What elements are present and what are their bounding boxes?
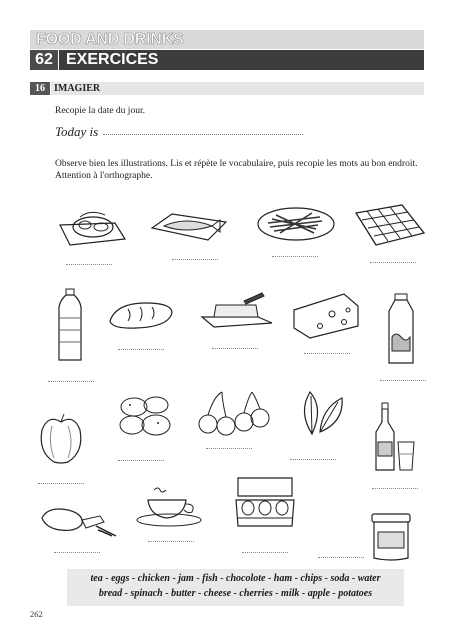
vocab-instruction-line-2: Attention à l'orthographe. (55, 170, 153, 181)
eggs-carton-icon (234, 474, 296, 532)
answer-line-chicken[interactable] (66, 264, 112, 265)
potatoes-icon (118, 393, 173, 441)
answer-line-spinach[interactable] (290, 459, 336, 460)
date-instruction: Recopie la date du jour. (55, 106, 145, 116)
page-number: 262 (30, 609, 43, 619)
answer-line-ham[interactable] (54, 552, 100, 553)
answer-line-water[interactable] (48, 381, 94, 382)
tea-cup-icon (136, 486, 206, 528)
answer-line-fish[interactable] (172, 259, 218, 260)
section-title: IMAGIER (54, 83, 101, 94)
answer-line-milk[interactable] (380, 380, 426, 381)
cherries-icon (196, 388, 271, 436)
word-bank-line-2: bread - spinach - butter - cheese - cherries - milk - apple - potatoes (98, 587, 373, 599)
vocab-instruction-line-1: Observe bien les illustrations. Lis et répète le vocabulaire, puis recopie les mots au bon endroit. (55, 159, 418, 169)
answer-line-eggs[interactable] (242, 552, 288, 553)
answer-line-potatoes[interactable] (118, 460, 164, 461)
answer-line-tea[interactable] (148, 541, 194, 542)
section-banner (51, 82, 424, 95)
unit-number: 62 (30, 50, 58, 70)
today-prompt: Today is (55, 124, 99, 139)
answer-line-cherries[interactable] (206, 448, 252, 449)
answer-line-chips[interactable] (272, 256, 318, 257)
apple-icon (38, 412, 84, 464)
bread-loaf-icon (106, 299, 176, 331)
answer-line-butter[interactable] (212, 348, 258, 349)
soda-bottle-glass-icon (372, 402, 418, 472)
answer-line-cheese[interactable] (304, 353, 350, 354)
ham-icon (38, 502, 118, 538)
roast-chicken-icon (55, 203, 130, 248)
chocolate-bar-icon (354, 203, 426, 248)
answer-line-apple[interactable] (38, 483, 84, 484)
answer-line-jam[interactable] (318, 557, 364, 558)
jam-jar-icon (368, 512, 414, 562)
butter-dish-icon (200, 293, 275, 333)
answer-line-chocolate[interactable] (370, 262, 416, 263)
water-bottle-icon (56, 288, 84, 363)
word-bank-line-1: tea - eggs - chicken - jam - fish - chocolote - ham - chips - soda - water (90, 573, 381, 584)
spinach-icon (298, 388, 346, 440)
fish-plate-icon (150, 206, 230, 246)
answer-line-bread[interactable] (118, 349, 164, 350)
cheese-icon (292, 292, 360, 340)
word-bank (67, 572, 404, 601)
date-answer-line[interactable] (103, 134, 303, 135)
topic-title: FOOD AND DRINKS (36, 31, 184, 48)
section-number: 16 (30, 82, 50, 95)
answer-line-soda[interactable] (372, 488, 418, 489)
vocab-instruction (55, 159, 425, 182)
unit-title: EXERCICES (66, 51, 159, 68)
milk-bottle-icon (386, 293, 416, 365)
chips-plate-icon (256, 205, 336, 243)
